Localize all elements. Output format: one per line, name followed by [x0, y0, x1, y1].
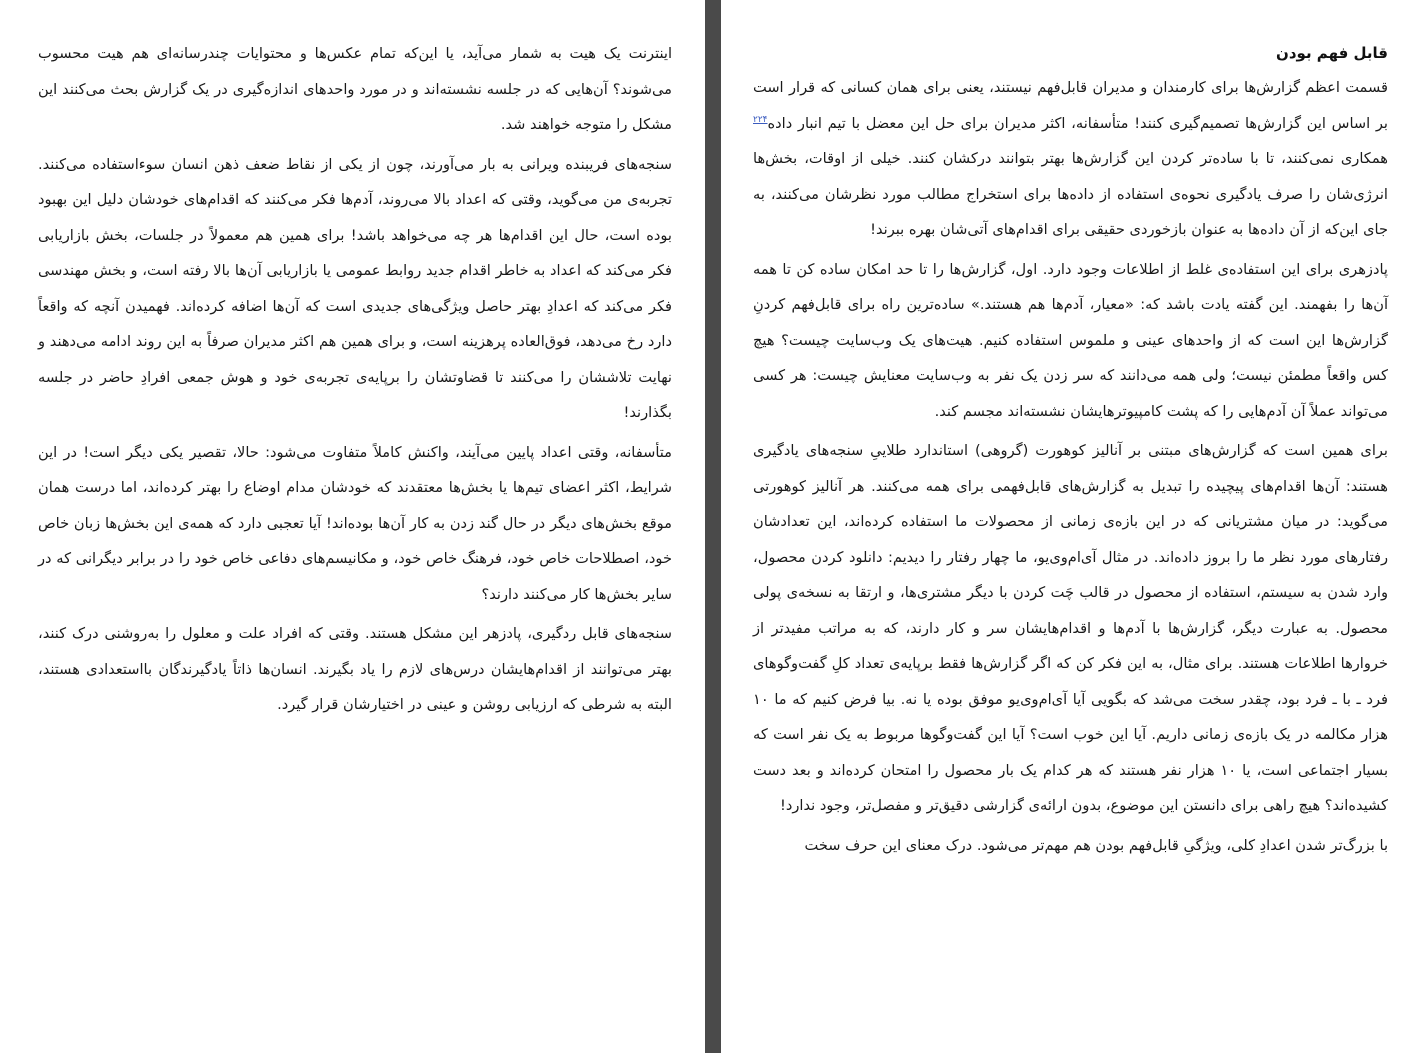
paragraph: متأسفانه، وقتی اعداد پایین می‌آیند، واکنش کاملاً متفاوت می‌شود: حالا، تقصیر یکی دیگر است! در این شرایط، اکثر اعضای تیم‌ها یا بخش‌ها معتقدند که خودشان مدام اوضاع را بهتر کرده‌اند، اما درست همان موقع بخش‌های دیگر در حال گند زدن به کار آن‌ها بوده‌اند! آیا تعجبی دارد که همه‌ی این بخش‌ها زبان خاص خود، اصطلاحات خاص خود، فرهنگ خاص خود، و مکانیسم‌های دفاعی خاص خود را در برابر دیگرانی که در سایر بخش‌ها کار می‌کنند دارند؟: [38, 443, 672, 603]
paragraph: پادزهری برای این استفاده‌ی غلط از اطلاعات وجود دارد. اول، گزارش‌ها را تا حد امکان ساده کن تا همه آن‌ها را بفهمند. این گفته یادت باشد که: «معیار، آدم‌ها هم هستند.» ساده‌ترین راه برای قابل‌فهم کردنِ گزارش‌ها این است که از واحدهای عینی و ملموس استفاده کنیم. هیت‌های یک وب‌سایت چیست؟ هیچ کس واقعاً مطمئن نیست؛ ولی همه می‌دانند که سر زدن یک نفر به وب‌سایت معنایش چیست: هر کسی می‌تواند عملاً آن آدم‌هایی را که پشت کامپیوترهایشان نشسته‌اند مجسم کند.: [753, 260, 1388, 420]
footnote-link[interactable]: ۲۲۴: [753, 114, 768, 125]
page-left: [0, 0, 705, 1053]
paragraph: اینترنت یک هیت به شمار می‌آید، یا این‌که تمام عکس‌ها و محتوایات چندرسانه‌ای هم هیت محسوب می‌شوند؟ آن‌هایی که در جلسه نشسته‌اند و در مورد واحدهای اندازه‌گیری در یک گزارش بحث می‌کنند این مشکل را متوجه خواهند شد.: [38, 45, 672, 133]
paragraph-text: همکاری نمی‌کنند، تا با ساده‌تر کردن این گزارش‌ها بهتر بتوانند درکشان کنند. خیلی از اوقات، بخش‌ها انرژی‌شان را صرف یادگیری نحوه‌ی استفاده از داده‌ها برای استخراج مطالب مورد نظرشان می‌کنند، به جای این‌که از آن داده‌ها به عنوان بازخوردی حقیقی برای اقدام‌های آتی‌شان بهره ببرند!: [753, 150, 1388, 238]
paragraph: سنجه‌های فریبنده ویرانی به بار می‌آورند، چون از یکی از نقاط ضعف ذهن انسان سوءاستفاده می‌کنند. تجربه‌ی من می‌گوید، وقتی که اعداد بالا می‌روند، آدم‌ها فکر می‌کنند که اقدام‌های خودشان دلیل این بهبود بوده است، حال این اقدام‌ها هر چه می‌خواهد باشد! برای همین هم معمولاً در جلسات، بخش بازاریابی فکر می‌کند که اعداد به خاطر اقدام جدید روابط عمومی یا بازاریابی آن‌ها بالا رفته است، و بخش مهندسی فکر می‌کند که اعدادِ بهتر حاصل ویژگی‌های جدیدی است که آن‌ها اضافه کرده‌اند. فهمیدن آنچه که واقعاً دارد رخ می‌دهد، فوق‌العاده پرهزینه است، و برای همین هم اکثر مدیران صرفاً به این روند ادامه می‌دهند و نهایت تلاششان را می‌کنند تا قضاوتشان را برپایه‌ی تجربه‌ی خود و هوش جمعی افرادِ حاضر در جلسه بگذارند!: [38, 155, 672, 421]
paragraph-text: قسمت اعظم گزارش‌ها برای کارمندان و مدیران قابل‌فهم نیستند، یعنی برای همان کسانی که قرار است بر اساس این گزارش‌ها تصمیم‌گیری کنند! متأسفانه، اکثر مدیران برای حل این معضل با تیم انبار داده: [753, 79, 1388, 132]
page-right: [721, 0, 1422, 1053]
paragraph: با بزرگ‌تر شدن اعدادِ کلی، ویژگیِ قابل‌فهم بودن هم مهم‌تر می‌شود. درک معنای این حرف سخت: [804, 836, 1388, 854]
page-right-body: [753, 70, 1388, 863]
paragraph: [753, 70, 1388, 248]
page-left-body: [38, 36, 672, 723]
paragraph: برای همین است که گزارش‌های مبتنی بر آنالیز کوهورت (گروهی) استاندارد طلاییِ سنجه‌های یادگیری هستند: آن‌ها اقدام‌های پیچیده را تبدیل به گزارش‌های قابل‌فهمی برای همه می‌کنند. هر آنالیز کوهورتی می‌گوید: در میان مشتریانی که در این بازه‌ی زمانی از محصولات ما استفاده کرده‌اند، این تعدادشان رفتارهای مورد نظر ما را بروز داده‌اند. در مثال آی‌ام‌وی‌یو، ما چهار رفتار را دیدیم: دانلود کردن محصول، وارد شدن به سیستم، استفاده از محصول در قالب چَت کردن با دیگر مشتری‌ها، و ارتقا به نسخه‌ی پولی محصول. به عبارت دیگر، گزارش‌ها با آدم‌ها و اقدام‌هایشان سر و کار دارند، که به مراتب مفیدتر از خروارها اطلاعات هستند. برای مثال، به این فکر کن که اگر گزارش‌ها فقط برپایه‌ی تعداد کلِ گفت‌وگوهای فرد ـ با ـ فرد بود، چقدر سخت می‌شد که بگویی آیا آی‌ام‌وی‌یو موفق بوده یا نه. بیا فرض کنیم که ما ۱۰ هزار مکالمه در یک بازه‌ی زمانی داریم. آیا این خوب است؟ آیا این گفت‌وگوها مربوط به یک نفر است که بسیار اجتماعی است، یا ۱۰ هزار نفر هستند که هر کدام یک بار محصول را امتحان کرده‌اند و بعد دست کشیده‌اند؟ هیچ راهی برای دانستن این موضوع، بدون ارائه‌ی گزارشی دقیق‌تر و مفصل‌تر، وجود ندارد!: [753, 442, 1388, 814]
paragraph: سنجه‌های قابل ردگیری، پادزهر این مشکل هستند. وقتی که افراد علت و معلول را به‌روشنی درک کنند، بهتر می‌توانند از اقدام‌هایشان درس‌های لازم را یاد بگیرند. انسان‌ها ذاتاً یادگیرندگان بااستعدادی هستند، البته به شرطی که ارزیابی روشن و عینی در اختیارشان قرار گیرد.: [38, 625, 672, 713]
section-heading: قابل فهم بودن: [1276, 44, 1388, 62]
